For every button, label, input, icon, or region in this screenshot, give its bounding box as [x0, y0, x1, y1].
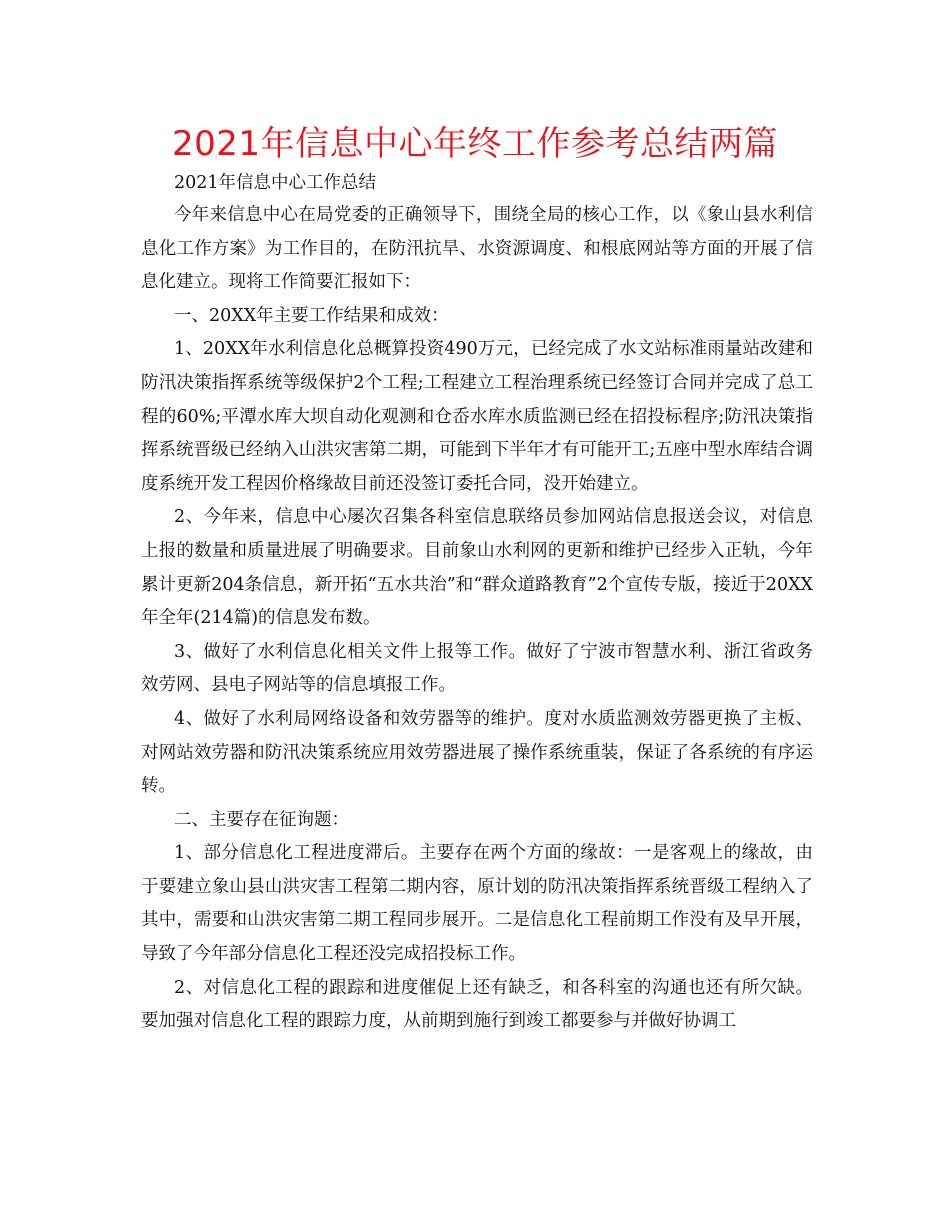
paragraph-result-4: 4、做好了水利局网络设备和效劳器等的维护。度对水质监测效劳器更换了主板、对网站效劳器和防汛决策系统应用效劳器进展了操作系统重装，保证了各系统的有序运转。	[141, 708, 813, 797]
paragraph-result-1: 1、20XX年水利信息化总概算投资490万元，已经完成了水文站标准雨量站改建和防汛决策指挥系统等级保护2个工程;工程建立工程治理系统已经签订合同并完成了总工程的60%;平潭水库大坝自动化观测和仓岙水库水质监测已经在招投标程序;防汛决策指挥系统晋级已经纳入山洪灾害第二期，可能到下半年才有可能开工;五座中型水库结合调度系统开发工程因价格缘故目前还没签订委托合同，没开始建立。	[141, 339, 813, 494]
heading-results: 一、20XX年主要工作结果和成效：	[174, 305, 449, 326]
heading-problems: 二、主要存在征询题：	[174, 809, 349, 830]
paragraph-result-2: 2、今年来，信息中心屡次召集各科室信息联络员参加网站信息报送会议，对信息上报的数量和质量进展了明确要求。目前象山水利网的更新和维护已经步入正轨，今年累计更新204条信息，新开拓“五水共治”和“群众道路教育”2个宣传专版，接近于20XX年全年(214篇)的信息发布数。	[141, 507, 813, 629]
paragraph-problem-2: 2、对信息化工程的跟踪和进度催促上还有缺乏，和各科室的沟通也还有所欠缺。要加强对信息化工程的跟踪力度，从前期到施行到竣工都要参与并做好协调工	[141, 977, 813, 1032]
paragraph-intro: 今年来信息中心在局党委的正确领导下，围绕全局的核心工作，以《象山县水利信息化工作方案》为工作目的，在防汛抗旱、水资源调度、和根底网站等方面的开展了信息化建立。现将工作简要汇报如下：	[141, 205, 813, 293]
paragraph-result-3: 3、做好了水利信息化相关文件上报等工作。做好了宁波市智慧水利、浙江省政务效劳网、县电子网站等的信息填报工作。	[141, 641, 813, 696]
document-subtitle: 2021年信息中心工作总结	[174, 173, 377, 193]
paragraph-problem-1: 1、部分信息化工程进度滞后。主要存在两个方面的缘故：一是客观上的缘故，由于要建立象山县山洪灾害工程第二期内容，原计划的防汛决策指挥系统晋级工程纳入了其中，需要和山洪灾害第二期工程同步展开。二是信息化工程前期工作没有及早开展，导致了今年部分信息化工程还没完成招投标工作。	[141, 843, 813, 965]
document-title: 2021年信息中心年终工作参考总结两篇	[171, 124, 779, 164]
document-body	[141, 199, 813, 1039]
